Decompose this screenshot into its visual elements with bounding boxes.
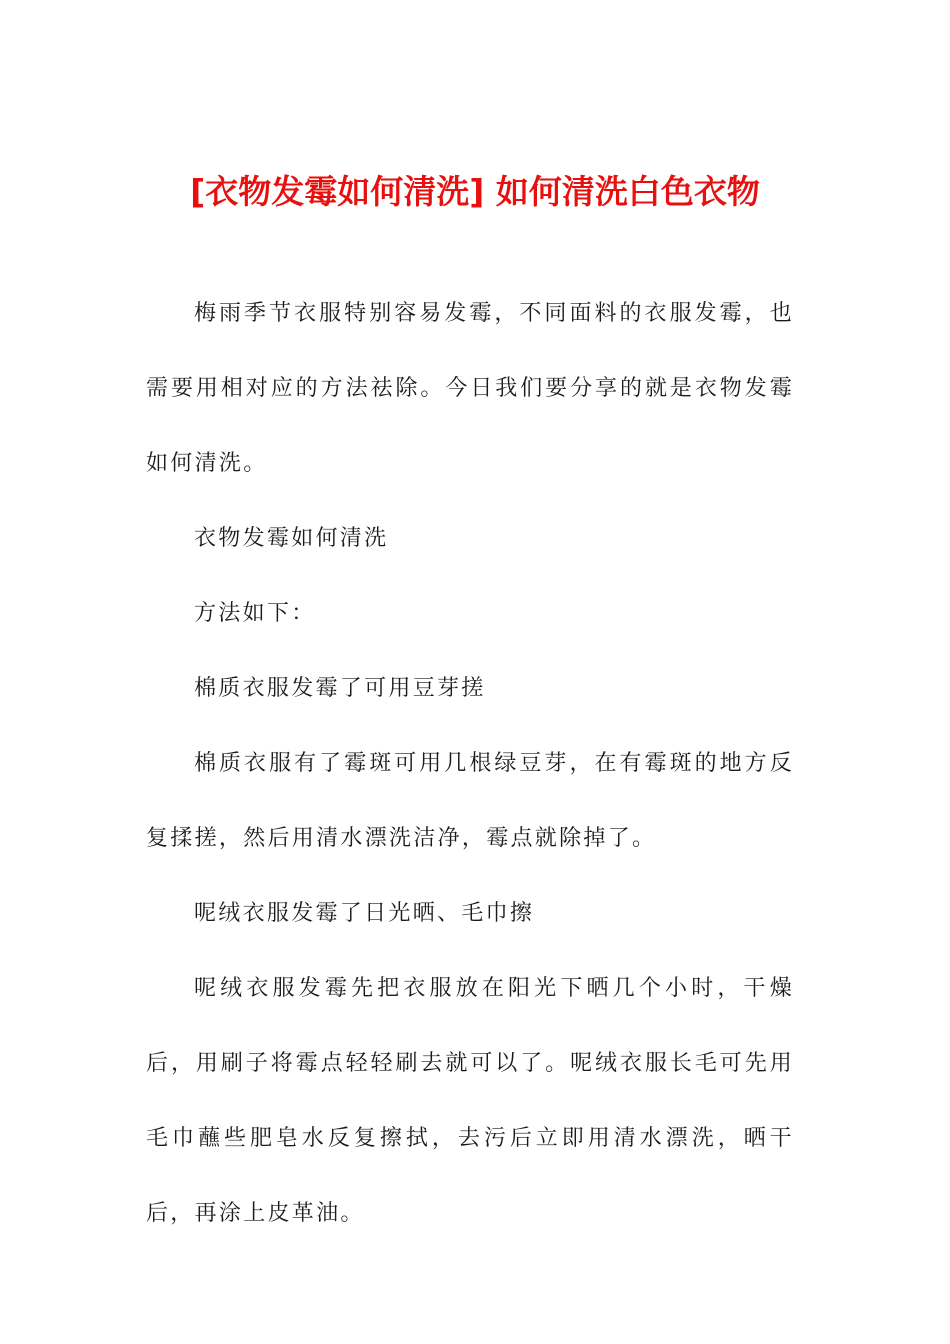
paragraph-cotton-heading: 棉质衣服发霉了可用豆芽搓 bbox=[194, 676, 486, 701]
paragraph-method-intro: 方法如下： bbox=[194, 601, 316, 626]
article-body bbox=[146, 276, 794, 1251]
paragraph-wool-heading: 呢绒衣服发霉了日光晒、毛巾擦 bbox=[194, 901, 535, 926]
paragraph-intro: 梅雨季节衣服特别容易发霉，不同面料的衣服发霉，也需要用相对应的方法祛除。今日我们要分享的就是衣物发霉如何清洗。 bbox=[146, 301, 794, 476]
paragraph-heading-how-to-clean: 衣物发霉如何清洗 bbox=[194, 526, 389, 551]
paragraph-cotton-method: 棉质衣服有了霉斑可用几根绿豆芽，在有霉斑的地方反复揉搓，然后用清水漂洗洁净，霉点就除掉了。 bbox=[146, 751, 794, 851]
paragraph-wool-method: 呢绒衣服发霉先把衣服放在阳光下晒几个小时，干燥后，用刷子将霉点轻轻刷去就可以了。呢绒衣服长毛可先用毛巾蘸些肥皂水反复擦拭，去污后立即用清水漂洗，晒干后，再涂上皮革油。 bbox=[146, 976, 794, 1226]
page-title: [衣物发霉如何清洗] 如何清洗白色衣物 bbox=[190, 172, 760, 212]
